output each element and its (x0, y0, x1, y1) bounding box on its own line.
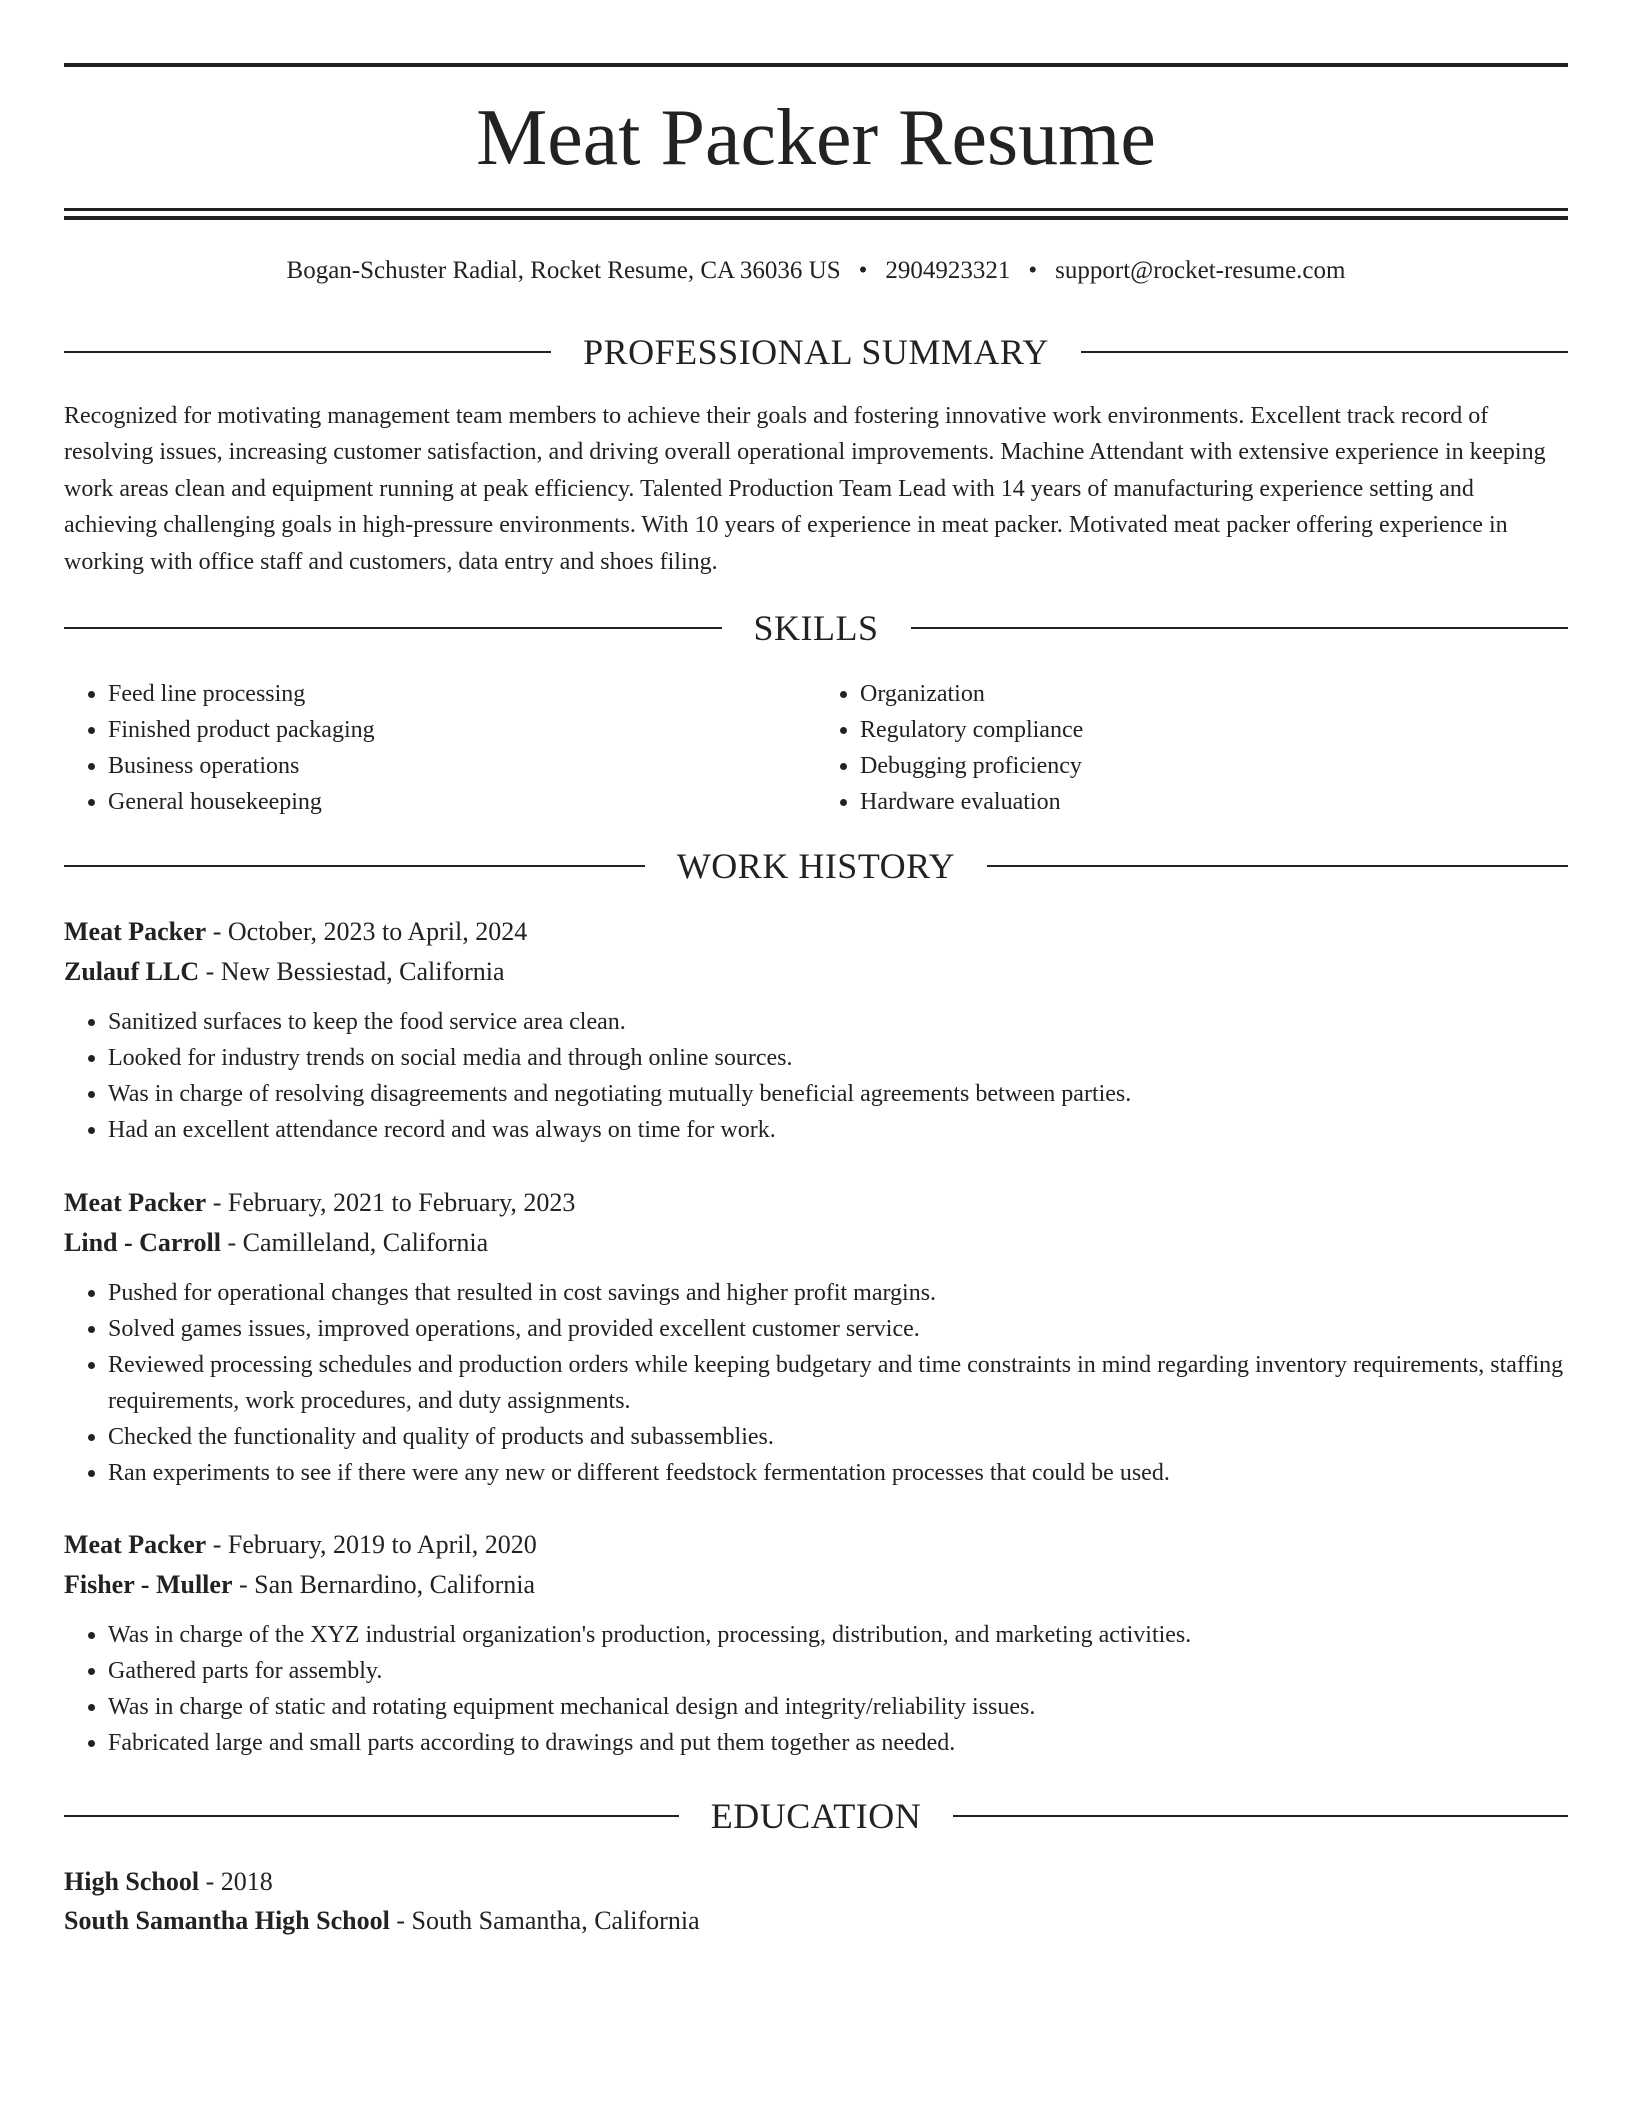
job-title-line (64, 1183, 1568, 1223)
list-item: • Was in charge of resolving disagreements and negotiating mutually beneficial agreements between parties. (108, 1076, 1568, 1112)
contact-line (64, 253, 1568, 289)
education-degree-line (64, 1862, 1568, 1901)
section-label: EDUCATION (710, 1796, 922, 1836)
job-entry (64, 1525, 1568, 1761)
section-heading-education (64, 1791, 1568, 1841)
list-item: • Regulatory compliance (860, 712, 1568, 748)
list-item: • Organization (860, 676, 1568, 712)
job-title-line (64, 1525, 1568, 1565)
job-location: - San Bernardino, California (232, 1570, 536, 1599)
education-location: - South Samantha, California (389, 1906, 700, 1935)
list-item: • Feed line processing (108, 676, 816, 712)
list-item: • Hardware evaluation (860, 784, 1568, 820)
job-company-line (64, 1223, 1568, 1263)
education-year: - 2018 (199, 1867, 273, 1896)
job-dates: - February, 2019 to April, 2020 (206, 1530, 537, 1559)
job-location: - Camilleland, California (220, 1228, 489, 1257)
skills-column-left (64, 676, 816, 820)
job-title: Meat Packer (64, 1188, 207, 1217)
section-label: PROFESSIONAL SUMMARY (583, 332, 1049, 372)
contact-email: support@rocket-resume.com (1055, 257, 1346, 284)
list-item: • Solved games issues, improved operations, and provided excellent customer service. (108, 1311, 1568, 1347)
contact-address: Bogan-Schuster Radial, Rocket Resume, CA 36036 US (286, 257, 841, 284)
list-item: • Debugging proficiency (860, 748, 1568, 784)
list-item: • Ran experiments to see if there were any new or different feedstock fermentation processes that could be used. (108, 1455, 1568, 1491)
list-item: • Business operations (108, 748, 816, 784)
heading-rule (911, 627, 1569, 629)
education-school-line (64, 1901, 1568, 1940)
job-title-line (64, 912, 1568, 952)
education-entry (64, 1862, 1568, 1940)
summary-text: Recognized for motivating management team members to achieve their goals and fostering innovative work environments. Excellent track record of resolving issues, increasing customer satisfaction, and driving overall operational improvements. Machine Attendant with extensive experience in keeping work areas clean and equipment running at peak efficiency. Talented Production Team Lead with 14 years of manufacturing experience setting and achieving challenging goals in high-pressure environments. With 10 years of experience in meat packer. Motivated meat packer offering experience in working with office staff and customers, data entry and shoes filing. (64, 403, 1546, 575)
section-heading-summary (64, 327, 1568, 377)
title-rule-lower (64, 216, 1568, 220)
heading-rule (1081, 351, 1568, 353)
heading-rule (953, 1815, 1568, 1817)
contact-separator: • (858, 257, 868, 284)
top-rule (64, 63, 1568, 67)
list-item: • Reviewed processing schedules and production orders while keeping budgetary and time constraints in mind regarding inventory requirements, staffing requirements, work procedures, and duty assignments. (108, 1347, 1568, 1419)
list-item: • General housekeeping (108, 784, 816, 820)
job-bullets (64, 1617, 1568, 1761)
job-title: Meat Packer (64, 917, 207, 946)
education-degree: High School (64, 1867, 200, 1896)
heading-rule (64, 351, 551, 353)
heading-rule (64, 1815, 679, 1817)
section-heading-skills (64, 603, 1568, 653)
list-item: • Was in charge of static and rotating equipment mechanical design and integrity/reliability issues. (108, 1689, 1568, 1725)
contact-phone: 2904923321 (885, 257, 1011, 284)
job-entry (64, 912, 1568, 1148)
job-bullets (64, 1004, 1568, 1148)
job-entry (64, 1183, 1568, 1491)
list-item: • Fabricated large and small parts according to drawings and put them together as needed. (108, 1725, 1568, 1761)
job-company-line (64, 1565, 1568, 1605)
heading-rule (987, 865, 1568, 867)
job-bullets (64, 1275, 1568, 1491)
section-label: WORK HISTORY (676, 846, 956, 886)
job-dates: - February, 2021 to February, 2023 (206, 1188, 576, 1217)
job-company: Fisher - Muller (64, 1570, 233, 1599)
section-label: SKILLS (753, 608, 879, 648)
job-company: Lind - Carroll (64, 1228, 221, 1257)
section-heading-work-history (64, 841, 1568, 891)
skills-column-right (816, 676, 1568, 820)
list-item: • Finished product packaging (108, 712, 816, 748)
title-rule-upper (64, 208, 1568, 211)
heading-rule (64, 865, 645, 867)
list-item: • Pushed for operational changes that resulted in cost savings and higher profit margins. (108, 1275, 1568, 1311)
list-item: • Had an excellent attendance record and was always on time for work. (108, 1112, 1568, 1148)
list-item: • Looked for industry trends on social media and through online sources. (108, 1040, 1568, 1076)
job-dates: - October, 2023 to April, 2024 (206, 917, 528, 946)
job-company-line (64, 952, 1568, 992)
page-title: Meat Packer Resume (476, 94, 1156, 182)
list-item: • Checked the functionality and quality of products and subassemblies. (108, 1419, 1568, 1455)
job-company: Zulauf LLC (64, 957, 200, 986)
list-item: • Was in charge of the XYZ industrial organization's production, processing, distribution, and marketing activities. (108, 1617, 1568, 1653)
education-school: South Samantha High School (64, 1906, 390, 1935)
skills-list (64, 676, 1568, 820)
list-item: • Gathered parts for assembly. (108, 1653, 1568, 1689)
list-item: • Sanitized surfaces to keep the food service area clean. (108, 1004, 1568, 1040)
job-title: Meat Packer (64, 1530, 207, 1559)
job-location: - New Bessiestad, California (199, 957, 505, 986)
heading-rule (64, 627, 722, 629)
contact-separator: • (1028, 257, 1038, 284)
